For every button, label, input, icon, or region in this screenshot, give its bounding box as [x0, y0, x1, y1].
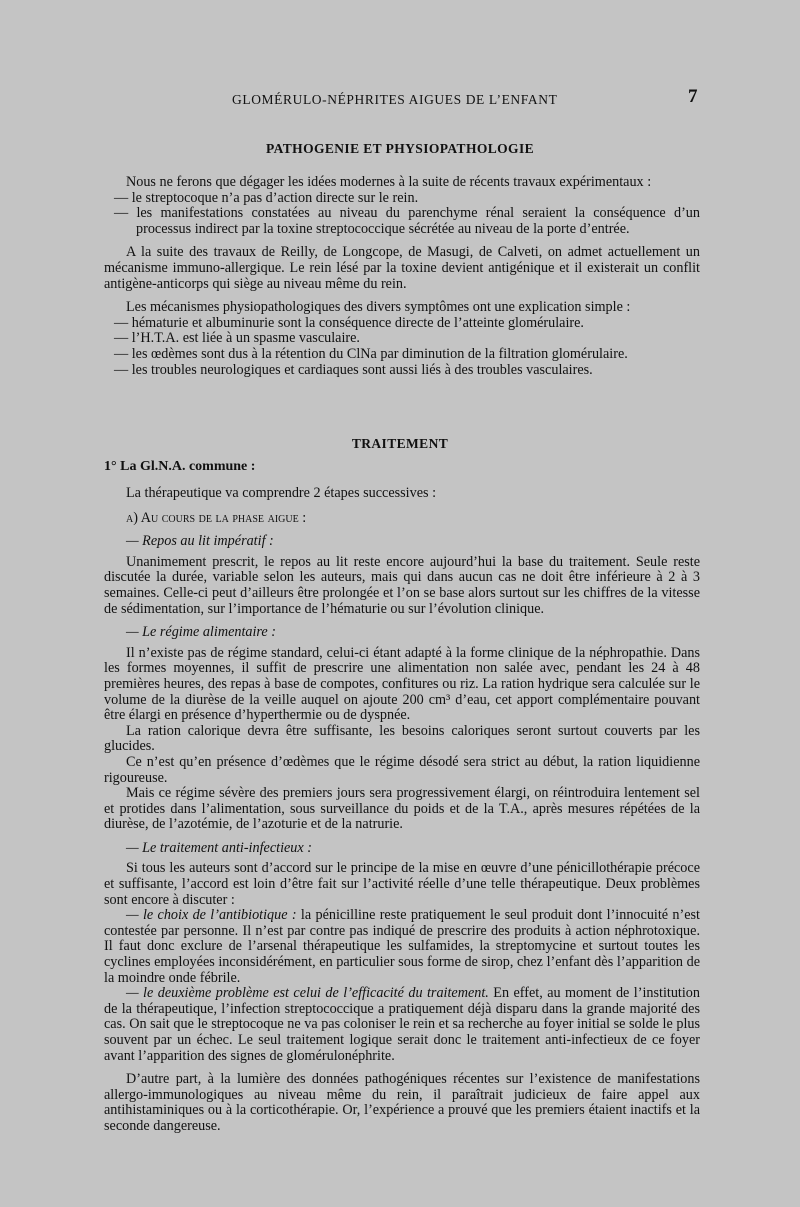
page-number: 7: [688, 86, 699, 107]
inline-label: — le deuxième problème est celui de l’efficacité du traitement.: [126, 985, 489, 1002]
phase-heading: a) Au cours de la phase aigue :: [126, 509, 307, 526]
inline-text: En effet, au moment de l’institution de la thérapeutique, l’infection streptococcique a pratiquement déjà disparu dans la grande majorité des cas. On sait que le streptocoque ne va pas coloniser le rein et sa recherche au foyer initial se solde le plus souvent par un échec. Le seul traitement logique serait donc le traitement anti-infectieux de ce foyer avant l’apparition des signes de glomérulonéphrite.: [104, 985, 700, 1064]
item-label: — Le traitement anti-infectieux :: [126, 839, 312, 856]
section-title-pathogenie: PATHOGENIE ET PHYSIOPATHOLOGIE: [265, 141, 535, 156]
inline-label: — le choix de l’antibiotique :: [126, 907, 297, 924]
paragraph: Mais ce régime sévère des premiers jours sera progressivement élargi, on réintroduira lentement sel et protides dans l’alimentation, sous surveillance du poids et de la T.A., après mesures répétées de la diurèse, de l’azotémie, de l’azoturie et de la natrurie.: [104, 785, 700, 833]
subsection-title: [104, 459, 255, 475]
subsection-number: 1°: [104, 459, 121, 474]
paragraph-deuxieme: [104, 986, 700, 1064]
paragraph: Unanimement prescrit, le repos au lit reste encore aujourd’hui la base du traitement. Seule reste discutée la durée, variable selon les auteurs, mais qui dans aucun cas ne doit être inférieure à 2 à 3 semaines. Celle-ci peut d’ailleurs être prolongée et l’on se base alors surtout sur les chiffres de la vitesse de sédimentation, sur l’importance de l’hématurie ou sur l’évolution clinique.: [104, 553, 700, 617]
paragraph: Si tous les auteurs sont d’accord sur le principe de la mise en œuvre d’une pénicillothérapie précoce et suffisante, l’accord est loin d’être fait sur l’activité réelle d’une telle thérapeutique. Deux problèmes sont encore à discuter :: [104, 860, 700, 908]
paragraph: La thérapeutique va comprendre 2 étapes successives :: [126, 485, 437, 501]
item-label: — Le régime alimentaire :: [126, 624, 276, 641]
inline-text: la pénicilline reste pratiquement le seul produit dont l’innocuité n’est contestée par personne. Il n’est par contre pas indiqué de prescrire des produits à action néphrotoxique. Il faut donc exclure de l’arsenal thérapeutique les sulfamides, la streptomycine et surtout toutes les cyclines employées inconsidérément, en particulier sous forme de sirop, chez l’enfant dès l’apparition de la moindre onde fébrile.: [104, 907, 700, 986]
dash-item: — l’H.T.A. est liée à un spasme vasculaire.: [114, 330, 360, 347]
dash-item: — hématurie et albuminurie sont la conséquence directe de l’atteinte glomérulaire.: [114, 314, 584, 331]
paragraph-choix: [104, 908, 700, 986]
section-title-traitement: TRAITEMENT: [351, 436, 449, 451]
paragraph: Il n’existe pas de régime standard, celui-ci étant adapté à la forme clinique de la néphropathie. Dans les formes moyennes, il suffit de prescrire une alimentation non salée avec, pendant les 24 à 48 premières heures, des repas à base de compotes, confitures ou riz. La ration hydrique sera calculée sur le volume de la diurèse de la veille auquel on ajoute 200 cm³ d’eau, cet apport complémentaire pouvant être élargi en présence d’hyperthermie ou de dyspnée.: [104, 644, 700, 724]
paragraph: D’autre part, à la lumière des données pathogéniques récentes sur l’existence de manifestations allergo-immunologiques au niveau même du rein, il paraîtrait judicieux de faire appel aux antihistaminiques ou à la corticothérapie. Or, l’expérience a prouvé que les premiers étaient inactifs et la seconde dangereuse.: [104, 1071, 700, 1134]
running-title: GLOMÉRULO-NÉPHRITES AIGUES DE L’ENFANT: [232, 92, 558, 107]
paragraph: La ration calorique devra être suffisante, les besoins caloriques seront surtout couverts par les glucides.: [104, 722, 700, 755]
dash-item: — les œdèmes sont dus à la rétention du ClNa par diminution de la filtration glomérulaire.: [114, 345, 628, 362]
traitement-body: [104, 486, 700, 1135]
paragraph: Les mécanismes physiopathologiques des divers symptômes ont une explication simple :: [126, 299, 631, 316]
paragraph: Nous ne ferons que dégager les idées modernes à la suite de récents travaux expérimentaux :: [126, 174, 652, 190]
dash-item: — le streptocoque n’a pas d’action directe sur le rein.: [114, 189, 419, 206]
pathogenie-body: [104, 175, 700, 378]
paragraph: A la suite des travaux de Reilly, de Longcope, de Masugi, de Calveti, on admet actuellement un mécanisme immuno-allergique. Le rein lésé par la toxine devient antigénique et il existerait un conflit antigène-anticorps qui siège au niveau même du rein.: [104, 244, 700, 292]
subsection-label: La Gl.N.A. commune :: [120, 459, 256, 474]
paragraph: Ce n’est qu’en présence d’œdèmes que le régime désodé sera strict au début, la ration liquidienne rigoureuse.: [104, 753, 700, 786]
item-label: — Repos au lit impératif :: [126, 533, 274, 550]
dash-item: — les manifestations constatées au niveau du parenchyme rénal seraient la conséquence d’un processus indirect par la toxine streptococcique sécrétée au niveau de la porte d’entrée.: [114, 205, 700, 237]
dash-item: — les troubles neurologiques et cardiaques sont aussi liés à des troubles vasculaires.: [114, 361, 593, 378]
